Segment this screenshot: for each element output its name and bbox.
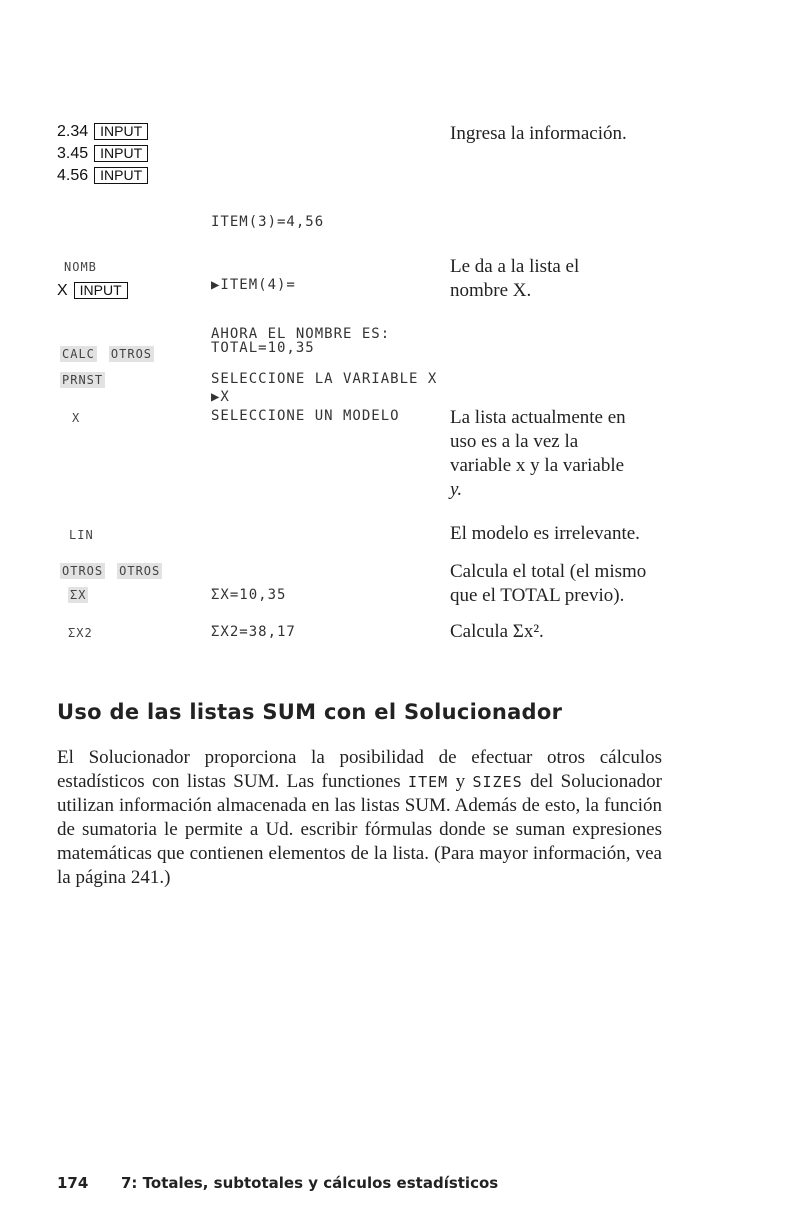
display-line: AHORA EL NOMBRE ES: xyxy=(211,326,391,342)
section-paragraph: El Solucionador proporciona la posibilidad de efectuar otros cálculos estadísticos con listas SUM. Las functiones ITEM y SIZES del Solucionador utilizan información almacenada en las listas SUM. Además de esto, la función de sumatoria le permite a Ud. escribir fórmulas donde se suman expresiones matemáticas que contienen elementos de la lista. (Para mayor información, vea la página 241.) xyxy=(57,747,663,888)
function-sizes: SIZES xyxy=(472,773,523,791)
input-keys-column xyxy=(57,122,148,188)
input-key: INPUT xyxy=(94,145,148,162)
input-value: 4.56 xyxy=(57,167,89,184)
menu-lin: LIN xyxy=(69,528,94,542)
page-number: 174 xyxy=(57,1174,89,1192)
display-line: TOTAL=10,35 xyxy=(211,340,315,356)
input-key: INPUT xyxy=(94,167,148,184)
display-line: ▶ITEM(4)= xyxy=(211,277,296,293)
menu-calc-otros xyxy=(60,345,154,363)
input-value: X xyxy=(57,282,68,299)
chapter-title: 7: Totales, subtotales y cálculos estadísticos xyxy=(121,1174,499,1192)
display-line: ▶X xyxy=(211,389,230,405)
description-nomb: Le da a la lista el nombre X. xyxy=(450,256,580,301)
section-heading: Uso de las listas SUM con el Solucionador xyxy=(57,700,563,724)
keystroke-line xyxy=(57,166,148,188)
description-sum-x2: Calcula Σx². xyxy=(450,621,544,642)
menu-otros: OTROS xyxy=(110,347,153,361)
keystroke-line xyxy=(57,122,148,144)
description-otros: Calcula el total (el mismo que el TOTAL previo). xyxy=(450,561,647,606)
description-lin: El modelo es irrelevante. xyxy=(450,523,640,544)
menu-otros: OTROS xyxy=(119,564,161,578)
description-input: Ingresa la información. xyxy=(450,123,627,144)
input-value: 3.45 xyxy=(57,145,89,162)
menu-otros-otros xyxy=(60,562,162,580)
display-line: ΣX=10,35 xyxy=(211,587,287,603)
keystroke-line xyxy=(57,144,148,166)
display-line: SELECCIONE LA VARIABLE X xyxy=(211,371,438,387)
input-key: INPUT xyxy=(74,282,128,299)
display-line: ΣX2=38,17 xyxy=(211,624,296,640)
menu-prnst: PRNST xyxy=(62,373,104,387)
keystroke-line xyxy=(57,281,128,301)
display-line: ITEM(3)=4,56 xyxy=(211,214,325,230)
menu-x: X xyxy=(72,411,81,425)
menu-otros: OTROS xyxy=(62,564,104,578)
input-key: INPUT xyxy=(94,123,148,140)
input-value: 2.34 xyxy=(57,123,89,140)
menu-nomb: NOMB xyxy=(64,260,97,274)
menu-sum-x2: ΣX2 xyxy=(68,626,93,640)
menu-calc: CALC xyxy=(62,347,95,361)
function-item: ITEM xyxy=(408,773,449,791)
display-line: SELECCIONE UN MODELO xyxy=(211,408,400,424)
menu-sum-x: ΣX xyxy=(70,588,87,602)
description-x: La lista actualmente en uso es a la vez la variable x y la variable y. xyxy=(450,407,626,500)
